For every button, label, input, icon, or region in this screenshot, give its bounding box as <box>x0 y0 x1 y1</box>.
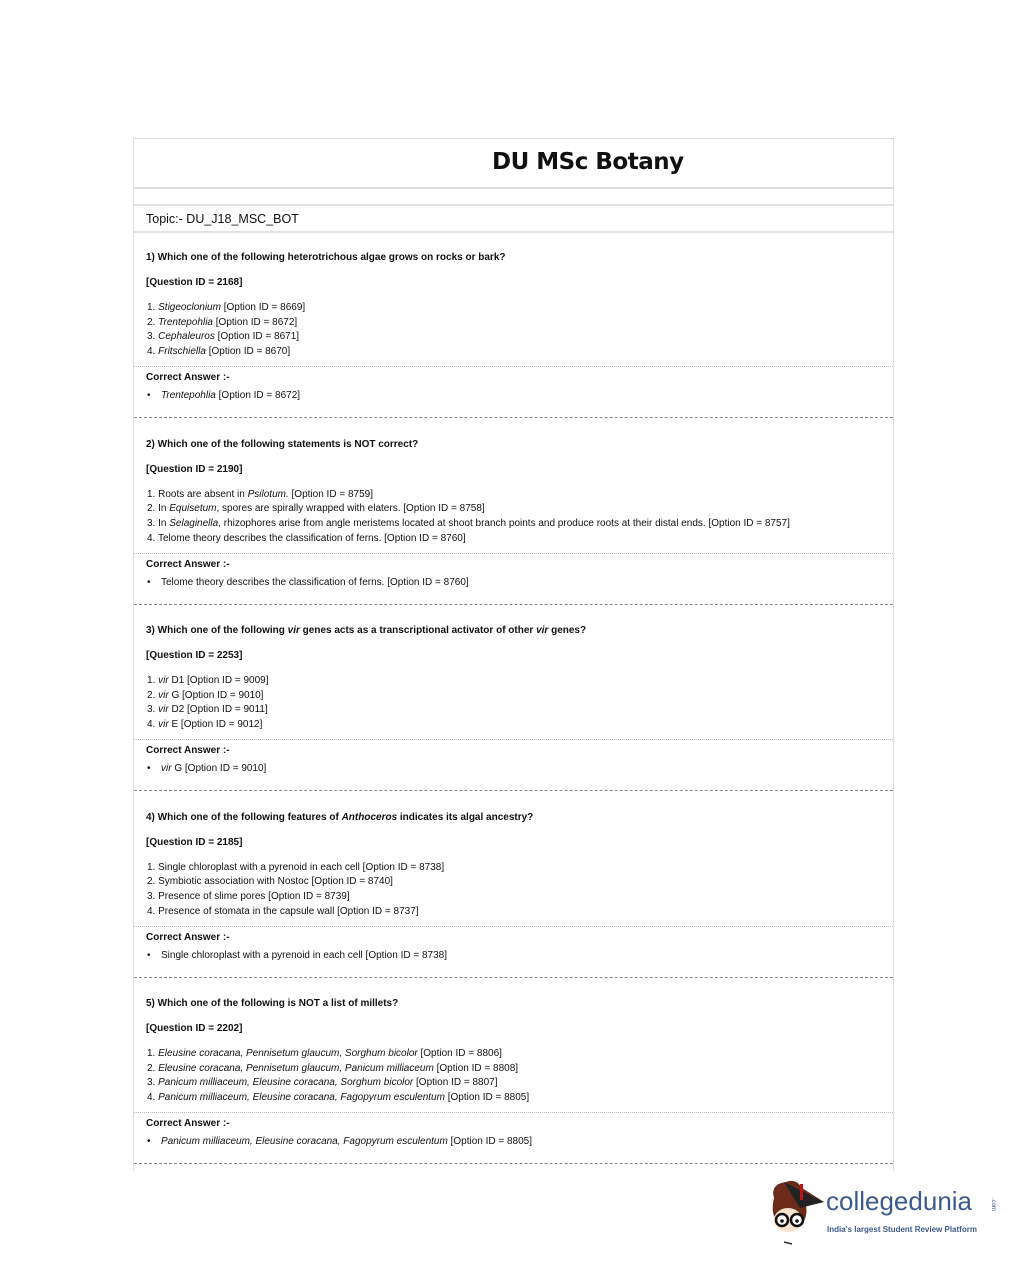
question-paper <box>133 138 894 1171</box>
italic-term: Anthoceros <box>341 811 398 823</box>
italic-term: vir <box>158 689 169 701</box>
italic-term: Fritschiella <box>158 346 206 358</box>
option-item <box>147 1047 529 1062</box>
correct-answer-label: Correct Answer :- <box>146 558 230 570</box>
italic-term: vir <box>287 625 300 636</box>
question-text <box>146 439 418 450</box>
text-segment: [Option ID = 8672] <box>215 390 301 401</box>
text-segment: E [Option ID = 9012] <box>168 719 263 731</box>
text-segment: [Option ID = 8671] <box>214 331 300 343</box>
correct-answer-label: Correct Answer :- <box>146 1118 230 1129</box>
text-segment: 1. <box>147 1048 159 1059</box>
bullet-icon: • <box>147 390 151 401</box>
text-segment: 4. Telome theory describes the classification of ferns. [Option ID = 8760] <box>147 532 466 544</box>
text-segment: 4) Which one of the following features of <box>146 811 342 823</box>
italic-term: Trentepohlia <box>158 316 213 328</box>
divider <box>134 1112 893 1113</box>
option-item <box>147 861 444 876</box>
question-block <box>134 604 893 791</box>
question-text <box>146 812 533 823</box>
text-segment: 4. <box>147 719 159 731</box>
option-item <box>147 330 305 345</box>
text-segment: indicates its algal ancestry? <box>397 811 534 823</box>
italic-term: vir <box>158 704 169 716</box>
collegedunia-logo <box>766 1176 1006 1251</box>
page-title: DU MSc Botany <box>492 149 684 175</box>
divider <box>134 553 893 554</box>
logo-tagline: India's largest Student Review Platform <box>827 1225 977 1234</box>
option-item <box>147 488 790 503</box>
text-segment: G [Option ID = 9010] <box>171 763 267 774</box>
option-item <box>147 345 305 360</box>
text-segment: 1. Roots are absent in <box>147 488 248 500</box>
spacer-row <box>134 189 893 206</box>
text-segment: [Option ID = 8805] <box>447 1136 533 1147</box>
italic-term: vir <box>158 719 169 731</box>
text-segment: [Option ID = 8670] <box>205 346 291 358</box>
topic-label: Topic:- DU_J18_MSC_BOT <box>134 206 893 233</box>
italic-term: Psilotum. <box>247 488 289 500</box>
correct-answer <box>147 1136 532 1147</box>
text-segment: 1. <box>147 302 159 313</box>
text-segment: genes? <box>548 625 587 636</box>
divider <box>134 926 893 927</box>
option-item <box>147 890 444 905</box>
correct-answer <box>147 577 469 588</box>
option-item <box>147 301 305 316</box>
text-segment: [Option ID = 8672] <box>212 316 298 328</box>
text-segment: [Option ID = 8808] <box>433 1062 519 1074</box>
question-id: [Question ID = 2185] <box>146 836 243 848</box>
question-id: [Question ID = 2168] <box>146 277 243 288</box>
text-segment: [Option ID = 8806] <box>417 1048 502 1059</box>
italic-term: Cephaleuros <box>158 331 215 343</box>
text-segment: , spores are spirally wrapped with elaters. [Option ID = 8758] <box>216 503 485 515</box>
option-item <box>147 502 790 517</box>
bullet-icon: • <box>147 949 151 961</box>
text-segment: 1) Which one of the following heterotrichous algae grows on rocks or bark? <box>146 252 506 263</box>
question-block <box>134 977 893 1164</box>
text-segment: 5) Which one of the following is NOT a list of millets? <box>146 998 399 1009</box>
text-segment: 1. <box>147 675 159 686</box>
options-list <box>147 861 444 920</box>
logo-wordmark: collegedunia <box>826 1186 973 1216</box>
text-segment: [Option ID = 8805] <box>444 1092 530 1104</box>
text-segment: 3. Presence of slime pores [Option ID = 8739] <box>147 890 350 902</box>
text-segment: 3. In <box>147 517 170 529</box>
option-item <box>147 703 268 718</box>
italic-term: Stigeoclonium <box>158 302 221 313</box>
options-list <box>147 674 268 733</box>
question-text <box>146 998 398 1009</box>
text-segment: D1 [Option ID = 9009] <box>168 675 269 686</box>
text-segment: 1. Single chloroplast with a pyrenoid in each cell [Option ID = 8738] <box>147 861 445 873</box>
text-segment: Telome theory describes the classification of ferns. [Option ID = 8760] <box>161 576 469 588</box>
divider <box>134 739 893 740</box>
italic-term: Eleusine coracana, Pennisetum glaucum, Sorghum bicolor <box>158 1048 418 1059</box>
option-item <box>147 517 790 532</box>
text-segment: 4. <box>147 346 159 358</box>
text-segment: 2. Symbiotic association with Nostoc [Option ID = 8740] <box>147 876 393 888</box>
logo-com: .com <box>990 1198 996 1212</box>
options-list <box>147 488 790 547</box>
text-segment: [Option ID = 8669] <box>220 302 306 313</box>
question-id: [Question ID = 2202] <box>146 1023 243 1034</box>
options-list <box>147 301 305 360</box>
option-item <box>147 1062 529 1077</box>
text-segment: 2. In <box>147 503 170 515</box>
italic-term: Equisetum <box>169 503 217 515</box>
italic-term: Panicum milliaceum, Eleusine coracana, Fagopyrum esculentum <box>161 1136 448 1147</box>
italic-term: Trentepohlia <box>161 390 216 401</box>
option-item <box>147 875 444 890</box>
italic-term: vir <box>158 675 169 686</box>
correct-answer-label: Correct Answer :- <box>146 372 230 383</box>
text-segment: 3. <box>147 1077 159 1089</box>
text-segment: [Option ID = 8807] <box>413 1077 498 1089</box>
text-segment: D2 [Option ID = 9011] <box>168 704 268 716</box>
italic-term: Panicum milliaceum, Eleusine coracana, Fagopyrum esculentum <box>158 1092 445 1104</box>
text-segment: 3. <box>147 331 159 343</box>
mascot-icon <box>766 1176 826 1246</box>
text-segment: 2) Which one of the following statements is NOT correct? <box>146 438 419 450</box>
option-item <box>147 1076 529 1091</box>
text-segment: 2. <box>147 316 159 328</box>
text-segment: 3. <box>147 704 159 716</box>
option-item <box>147 674 268 689</box>
text-segment: 4. Presence of stomata in the capsule wall [Option ID = 8737] <box>147 905 419 917</box>
bullet-icon: • <box>147 576 151 588</box>
option-item <box>147 532 790 547</box>
title-row <box>134 139 893 189</box>
italic-term: Eleusine coracana, Pennisetum glaucum, Panicum milliaceum <box>158 1062 434 1074</box>
text-segment: 2. <box>147 689 159 701</box>
question-block <box>134 418 893 605</box>
text-segment: , rhizophores arise from angle meristems located at shoot branch points and produce roots at their distal ends. [Option ID = 8757] <box>218 517 790 529</box>
option-item <box>147 1091 529 1106</box>
text-segment: G [Option ID = 9010] <box>168 689 264 701</box>
question-id: [Question ID = 2253] <box>146 650 243 661</box>
text-segment: [Option ID = 8759] <box>288 488 373 500</box>
text-segment: Single chloroplast with a pyrenoid in each cell [Option ID = 8738] <box>161 949 448 961</box>
text-segment: genes acts as a transcriptional activator of other <box>299 625 537 636</box>
option-item <box>147 689 268 704</box>
option-item <box>147 718 268 733</box>
italic-term: vir <box>161 763 172 774</box>
question-id: [Question ID = 2190] <box>146 463 243 475</box>
italic-term: vir <box>536 625 549 636</box>
divider <box>134 366 893 367</box>
bullet-icon: • <box>147 1136 151 1147</box>
italic-term: Panicum milliaceum, Eleusine coracana, Sorghum bicolor <box>158 1077 414 1089</box>
correct-answer <box>147 390 300 401</box>
question-block <box>134 231 893 418</box>
italic-term: Selaginella <box>169 517 219 529</box>
text-segment: 4. <box>147 1092 159 1104</box>
bullet-icon: • <box>147 763 151 774</box>
correct-answer <box>147 763 266 774</box>
correct-answer <box>147 950 447 961</box>
question-text <box>146 252 505 263</box>
option-item <box>147 316 305 331</box>
correct-answer-label: Correct Answer :- <box>146 745 230 756</box>
question-block <box>134 791 893 978</box>
options-list <box>147 1047 529 1106</box>
correct-answer-label: Correct Answer :- <box>146 931 230 943</box>
text-segment: 3) Which one of the following <box>146 625 288 636</box>
text-segment: 2. <box>147 1062 159 1074</box>
question-text <box>146 625 586 636</box>
option-item <box>147 905 444 920</box>
